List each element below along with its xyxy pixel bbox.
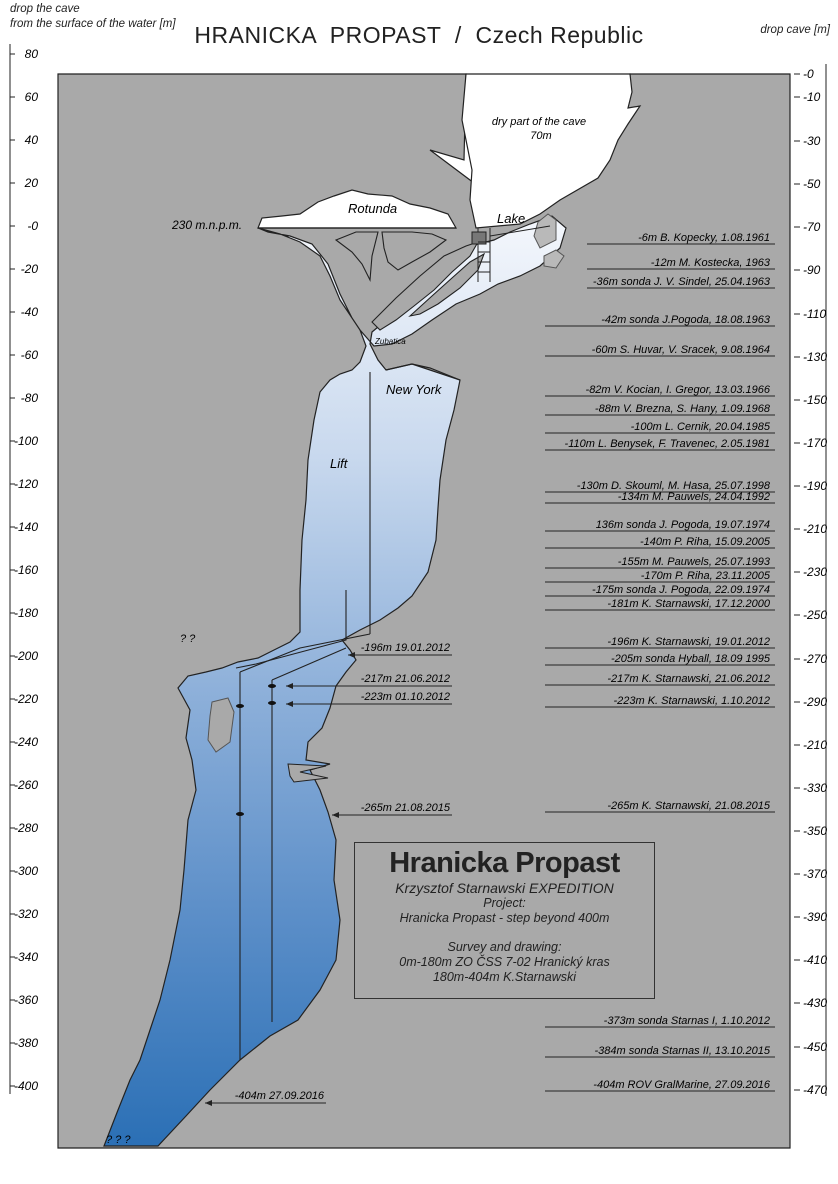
depth-record: -36m sonda J. V. Sindel, 25.04.1963 <box>592 276 770 288</box>
rotunda-label: Rotunda <box>348 201 398 216</box>
right-axis-tick-label: -210 <box>803 522 828 536</box>
right-axis-tick-label: -130 <box>803 350 828 364</box>
elevation-label: 230 m.n.p.m. <box>172 218 243 232</box>
depth-record: -42m sonda J.Pogoda, 18.08.1963 <box>601 314 770 326</box>
left-axis-tick-label: -180 <box>13 606 38 620</box>
depth-record: -205m sonda Hyball, 18.09 1995 <box>611 653 770 665</box>
right-axis-tick-label: -190 <box>803 479 828 493</box>
left-axis-tick-label: -0 <box>27 219 38 233</box>
right-axis-tick-label: -330 <box>803 781 828 795</box>
right-axis-tick-label: -450 <box>803 1040 828 1054</box>
depth-record: -110m L. Benysek, F. Travenec, 2.05.1981 <box>564 438 770 450</box>
right-axis-tick-label: -430 <box>803 996 828 1010</box>
dive-record: -265m 21.08.2015 <box>360 802 450 814</box>
depth-record: -170m P. Riha, 23.11.2005 <box>640 570 770 582</box>
dry-part-label: dry part of the cave <box>491 116 587 128</box>
left-axis-tick-label: -60 <box>20 348 38 362</box>
project-info-box <box>354 842 655 999</box>
depth-record: -12m M. Kostecka, 1963 <box>650 257 770 269</box>
depth-record: -134m M. Pauwels, 24.04.1992 <box>617 491 770 503</box>
depth-record: -196m K. Starnawski, 19.01.2012 <box>607 636 770 648</box>
left-axis-tick-label: -220 <box>13 692 38 706</box>
right-axis-tick-label: -110 <box>803 307 827 321</box>
new-york-label: New York <box>386 382 442 397</box>
depth-record: -130m D. Skouml, M. Hasa, 25.07.1998 <box>576 480 770 492</box>
project-label: Project: <box>483 896 526 910</box>
left-axis-title-line1: drop the cave <box>10 3 80 15</box>
depth-record: -373m sonda Starnas I, 1.10.2012 <box>603 1015 770 1027</box>
left-axis-tick-label: -160 <box>13 563 38 577</box>
depth-record: -100m L. Cernik, 20.04.1985 <box>630 421 770 433</box>
left-axis-tick-label: -280 <box>13 821 38 835</box>
left-axis-tick-label: -20 <box>20 262 38 276</box>
depth-record: -82m V. Kocian, I. Gregor, 13.03.1966 <box>585 384 770 396</box>
left-axis-tick-label: -40 <box>20 305 38 319</box>
left-axis-tick-label: 40 <box>24 133 38 147</box>
lift-label: Lift <box>330 456 348 471</box>
left-axis-tick-label: -240 <box>13 735 38 749</box>
dive-record: -217m 21.06.2012 <box>360 673 450 685</box>
expedition-name: Krzysztof Starnawski EXPEDITION <box>395 880 614 896</box>
depth-record: -384m sonda Starnas II, 13.10.2015 <box>594 1045 770 1057</box>
left-axis-tick-label: -260 <box>13 778 38 792</box>
right-axis-tick-label: -90 <box>803 263 821 277</box>
right-axis-tick-label: -290 <box>803 695 828 709</box>
project-title: Hranicka Propast - step beyond 400m <box>399 911 610 925</box>
right-axis-tick-label: -210 <box>803 738 828 752</box>
page-title: HRANICKA PROPAST / Czech Republic <box>194 22 644 48</box>
right-axis-tick-label: -70 <box>803 220 821 234</box>
right-axis-tick-label: -370 <box>803 867 828 881</box>
right-axis-tick-label: -350 <box>803 824 828 838</box>
depth-record: -88m V. Brezna, S. Hany, 1.09.1968 <box>594 403 770 415</box>
right-axis-tick-label: -170 <box>803 436 828 450</box>
right-axis-tick-label: -270 <box>803 652 828 666</box>
left-axis-tick-label: -100 <box>13 434 38 448</box>
survey-line-1: 0m-180m ZO ČSS 7-02 Hranický kras <box>399 955 610 969</box>
depth-record: -223m K. Starnawski, 1.10.2012 <box>613 695 770 707</box>
right-axis-tick-label: -390 <box>803 910 828 924</box>
unknown-upper-label: ? ? <box>180 633 196 645</box>
survey-line-2: 180m-404m K.Starnawski <box>432 970 577 984</box>
left-axis-tick-label: -400 <box>13 1079 38 1093</box>
left-axis-tick-label: 20 <box>24 176 38 190</box>
right-axis-tick-label: -50 <box>803 177 821 191</box>
right-axis-tick-label: -470 <box>803 1083 828 1097</box>
right-axis-tick-label: -410 <box>803 953 828 967</box>
depth-record: -404m ROV GralMarine, 27.09.2016 <box>593 1079 770 1091</box>
survey-label: Survey and drawing: <box>447 940 562 954</box>
left-axis-tick-label: -380 <box>13 1036 38 1050</box>
depth-record: -175m sonda J. Pogoda, 22.09.1974 <box>592 584 770 596</box>
left-axis-tick-label: -340 <box>13 950 38 964</box>
depth-record: -265m K. Starnawski, 21.08.2015 <box>607 800 770 812</box>
unknown-lower-label: ? ? ? <box>106 1134 131 1146</box>
project-name: Hranicka Propast <box>389 847 620 879</box>
right-axis-title: drop cave [m] <box>760 24 830 36</box>
depth-record: -60m S. Huvar, V. Sracek, 9.08.1964 <box>591 344 770 356</box>
left-depth-axis <box>10 44 38 1094</box>
lake-label: Lake <box>497 211 526 226</box>
depth-record: -181m K. Starnawski, 17.12.2000 <box>607 598 770 610</box>
right-axis-tick-label: -150 <box>803 393 828 407</box>
left-axis-tick-label: -320 <box>13 907 38 921</box>
right-axis-tick-label: -0 <box>803 67 814 81</box>
left-axis-tick-label: -120 <box>13 477 38 491</box>
depth-record: 136m sonda J. Pogoda, 19.07.1974 <box>595 519 770 531</box>
right-axis-tick-label: -10 <box>803 90 821 104</box>
right-depth-axis <box>794 64 827 1097</box>
left-axis-tick-label: -80 <box>20 391 38 405</box>
right-axis-tick-label: -230 <box>803 565 828 579</box>
zubatica-label: Zubatica <box>375 337 406 346</box>
dive-record: -223m 01.10.2012 <box>360 691 450 703</box>
left-axis-tick-label: -300 <box>13 864 38 878</box>
left-axis-tick-label: 80 <box>24 47 38 61</box>
left-axis-tick-label: -200 <box>13 649 38 663</box>
left-axis-tick-label: -140 <box>13 520 38 534</box>
right-axis-tick-label: -250 <box>803 608 828 622</box>
depth-record: -217m K. Starnawski, 21.06.2012 <box>607 673 770 685</box>
depth-record: -6m B. Kopecky, 1.08.1961 <box>638 232 770 244</box>
dive-record: -404m 27.09.2016 <box>234 1090 324 1102</box>
dry-part-depth: 70m <box>530 130 552 142</box>
dive-record: -196m 19.01.2012 <box>360 642 450 654</box>
left-axis-tick-label: 60 <box>24 90 38 104</box>
left-axis-tick-label: -360 <box>13 993 38 1007</box>
right-axis-tick-label: -30 <box>803 134 821 148</box>
depth-record: -140m P. Riha, 15.09.2005 <box>639 536 770 548</box>
left-axis-title-line2: from the surface of the water [m] <box>10 18 176 30</box>
depth-record: -155m M. Pauwels, 25.07.1993 <box>617 556 770 568</box>
